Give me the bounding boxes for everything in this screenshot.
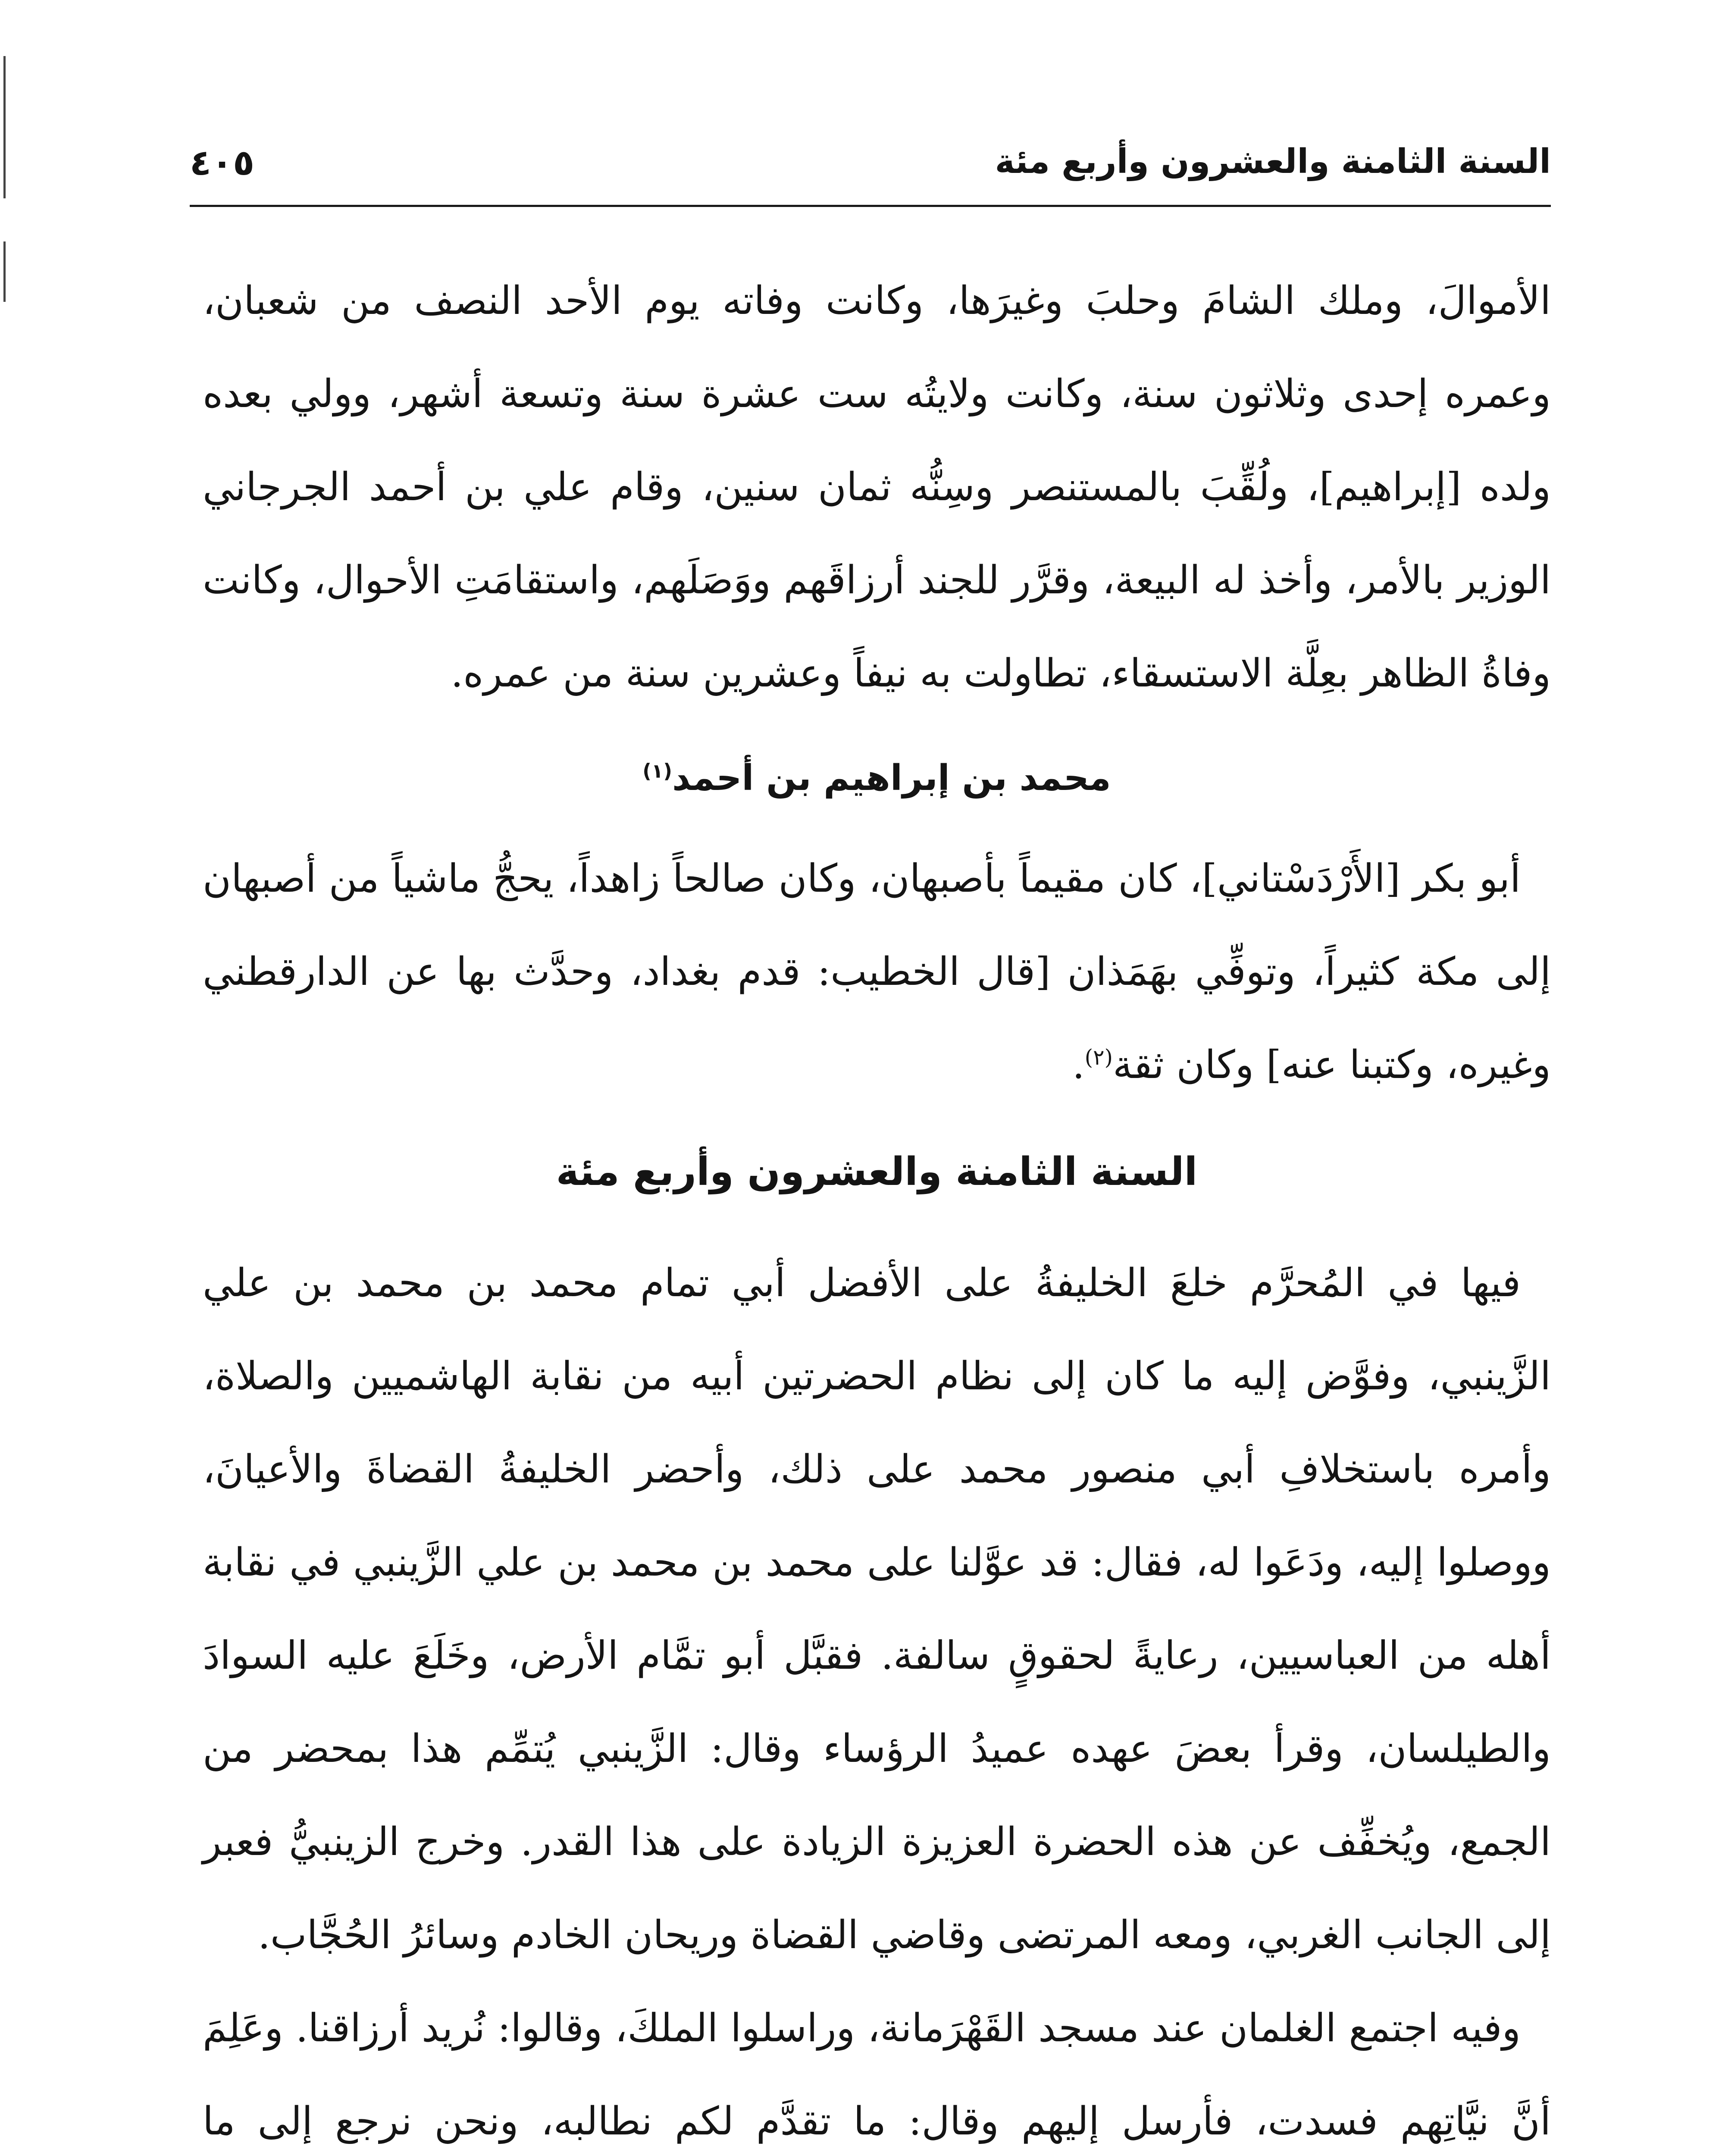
- biography-text: أبو بكر [الأَرْدَسْتاني]، كان مقيماً بأصبهان، وكان صالحاً زاهداً، يحجُّ ماشياً من أصبهان إلى مكة كثيراً، وتوفِّي بهَمَذان [قال الخطيب: قدم بغداد، وحدَّث بها عن الدارقطني وغيره، وكتبنا عنه] وكان ثقة: [203, 856, 1551, 1087]
- running-title: السنة الثامنة والعشرون وأربع مئة: [995, 142, 1551, 181]
- footnote-ref-1: (١): [642, 759, 672, 783]
- footnote-ref-2: (٢): [1084, 1045, 1113, 1070]
- year-heading: السنة الثامنة والعشرون وأربع مئة: [556, 1149, 1198, 1194]
- main-text: [203, 254, 1551, 2156]
- biography-heading-text: محمد بن إبراهيم بن أحمد: [672, 758, 1111, 799]
- year-paragraph-1: فيها في المُحرَّم خلعَ الخليفةُ على الأفضل أبي تمام محمد بن محمد بن علي الزَّينبي، وفوَّض إليه ما كان إلى نظام الحضرتين أبيه من نقابة الهاشميين والصلاة، وأمره باستخلافِ أبي منصور محمد على ذلك، وأحضر الخليفةُ القضاةَ والأعيانَ، ووصلوا إليه، ودَعَوا له، فقال: قد عوَّلنا على محمد بن محمد بن علي الزَّينبي في نقابة أهله من العباسيين، رعايةً لحقوقٍ سالفة. فقبَّل أبو تمَّام الأرض، وخَلَعَ عليه السوادَ والطيلسان، وقرأ بعضَ عهده عميدُ الرؤساء وقال: الزَّينبي يُتمِّم هذا بمحضر من الجمع، ويُخفِّف عن هذه الحضرة العزيزة الزيادة على هذا القدر. وخرج الزينبيُّ فعبر إلى الجانب الغربي، ومعه المرتضى وقاضي القضاة وريحان الخادم وسائرُ الحُجَّاب.: [203, 1260, 1551, 1958]
- year-paragraph-2: وفيه اجتمع الغلمان عند مسجد القَهْرَمانة، وراسلوا الملكَ، وقالوا: نُريد أرزاقنا. وعَلِمَ أنَّ نيَّاتِهم فسدت، فأرسل إليهم وقال: ما تقدَّم لكم نطالبه، ونحن نرجع إلى ما: [203, 2006, 1551, 2144]
- page-number: ٤٠٥: [190, 142, 255, 183]
- biography-end: .: [1072, 1042, 1085, 1087]
- biography-paragraph: [203, 832, 1551, 1112]
- scan-margin-mark: [3, 56, 6, 198]
- biography-heading: [203, 750, 1551, 806]
- page-header: [190, 134, 1551, 207]
- paragraph-continuation: الأموالَ، وملك الشامَ وحلبَ وغيرَها، وكانت وفاته يوم الأحد النصف من شعبان، وعمره إحدى وثلاثون سنة، وكانت ولايتُه ست عشرة سنة وتسعة أشهر، وولي بعده ولده [إبراهيم]، ولُقِّبَ بالمستنصر وسِنُّه ثمان سنين، وقام علي بن أحمد الجرجاني الوزير بالأمر، وأخذ له البيعة، وقرَّر للجند أرزاقَهم ووَصَلَهم، واستقامَتِ الأحوال، وكانت وفاةُ الظاهر بعِلَّة الاستسقاء، تطاولت به نيفاً وعشرين سنة من عمره.: [203, 278, 1551, 696]
- scan-margin-mark: [3, 241, 6, 302]
- header-rule: [190, 205, 1551, 207]
